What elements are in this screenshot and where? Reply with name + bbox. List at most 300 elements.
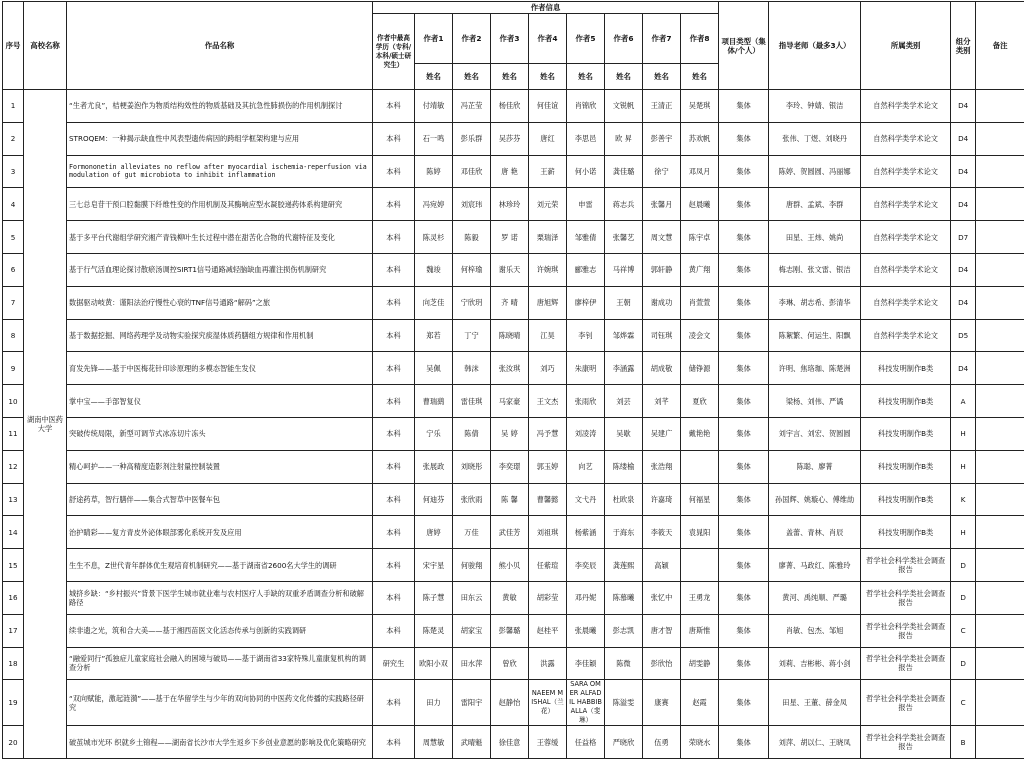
- author-name: 夏欣: [681, 385, 719, 418]
- project-title: 三七总皂苷干预口腔黏膜下纤维性变的作用机制及其酶响应型水凝胶递药体系构建研究: [67, 188, 373, 221]
- project-title: Formononetin alleviates no reflow after myocardial ischemia-reperfusion via modulation of gut microbiota to inhibit inflammation: [67, 155, 373, 188]
- author-name: 陈婷: [415, 155, 453, 188]
- header-author-2: 作者2: [453, 14, 491, 64]
- project-type: 集体: [719, 483, 769, 516]
- author-name: 吴歇: [605, 417, 643, 450]
- advisor-names: 田星、王董、薛金凤: [769, 680, 861, 726]
- author-name: 肖萱萱: [681, 286, 719, 319]
- project-title: 基于行气活血理论探讨散瘀汤调控SIRT1信号通路减轻脑缺血再灌注损伤机制研究: [67, 253, 373, 286]
- author-name: 唐红: [529, 122, 567, 155]
- author-name: 邓佳欣: [453, 155, 491, 188]
- author-name: 何福星: [681, 483, 719, 516]
- author-name: 冯芷莹: [453, 90, 491, 123]
- author-name: 胡家宝: [453, 614, 491, 647]
- project-title: 育发先锋——基于中医梅花针印诊原理的多模态智能生发仪: [67, 352, 373, 385]
- education-level: 本科: [373, 385, 415, 418]
- header-title: 作品名称: [67, 2, 373, 90]
- table-row: [3, 549, 1024, 582]
- project-category: 科技发明制作B类: [861, 385, 951, 418]
- author-name: 肖锦欣: [567, 90, 605, 123]
- project-type: 集体: [719, 450, 769, 483]
- row-number: 14: [3, 516, 24, 549]
- project-title: 突破传统局限，新型可调节式冰冻切片冻头: [67, 417, 373, 450]
- note-cell: [976, 319, 1024, 352]
- project-category: 哲学社会科学类社会调查报告: [861, 581, 951, 614]
- note-cell: [976, 253, 1024, 286]
- header-name: 姓名: [529, 64, 567, 90]
- author-name: 陈毅: [453, 221, 491, 254]
- author-name: 冯宛婷: [415, 188, 453, 221]
- table-row: [3, 726, 1024, 759]
- author-name: 李奕璟: [491, 450, 529, 483]
- author-name: 陈慕曦: [605, 581, 643, 614]
- advisor-names: 陈婷、贺圆圆、冯丽娜: [769, 155, 861, 188]
- author-name: 申雷: [567, 188, 605, 221]
- row-number: 18: [3, 647, 24, 680]
- author-name: 杨佳欣: [491, 90, 529, 123]
- author-name: 邹烨霖: [605, 319, 643, 352]
- header-school: 高校名称: [24, 2, 67, 90]
- project-category: 自然科学类学术论文: [861, 253, 951, 286]
- author-name: 曹馨懿: [529, 483, 567, 516]
- row-number: 15: [3, 549, 24, 582]
- education-level: 本科: [373, 122, 415, 155]
- header-edu: 作者中最高学历（专科/本科/硕士研究生）: [373, 14, 415, 90]
- author-name: 王薪: [529, 155, 567, 188]
- group-code: C: [951, 680, 976, 726]
- author-name: 齐 晴: [491, 286, 529, 319]
- project-type: 集体: [719, 286, 769, 319]
- author-name: 欧 昇: [605, 122, 643, 155]
- project-type: 集体: [719, 221, 769, 254]
- advisor-names: 许明、焦珞珈、陈楚洲: [769, 352, 861, 385]
- advisor-names: 陈絮繁、何运生、阳飘: [769, 319, 861, 352]
- author-name: 彭馨璐: [491, 614, 529, 647]
- author-name: 吴 婷: [491, 417, 529, 450]
- group-code: D4: [951, 90, 976, 123]
- row-number: 13: [3, 483, 24, 516]
- education-level: 本科: [373, 516, 415, 549]
- author-name: 许婉琪: [529, 253, 567, 286]
- author-name: 唐才智: [643, 614, 681, 647]
- author-name: 吴佩: [415, 352, 453, 385]
- author-name: 刘元荣: [529, 188, 567, 221]
- author-name: 何小诺: [567, 155, 605, 188]
- table-row: [3, 352, 1024, 385]
- header-group: 组分类别: [951, 2, 976, 90]
- group-code: D4: [951, 122, 976, 155]
- advisor-names: 梁杨、刘伟、严谲: [769, 385, 861, 418]
- author-name: 郦雅志: [567, 253, 605, 286]
- project-category: 哲学社会科学类社会调查报告: [861, 614, 951, 647]
- group-code: D: [951, 581, 976, 614]
- note-cell: [976, 581, 1024, 614]
- row-number: 16: [3, 581, 24, 614]
- author-name: 田力: [415, 680, 453, 726]
- author-name: 黄敏: [491, 581, 529, 614]
- note-cell: [976, 680, 1024, 726]
- group-code: B: [951, 726, 976, 759]
- author-name: 吴建广: [643, 417, 681, 450]
- advisor-names: 唐群、孟斌、李群: [769, 188, 861, 221]
- table-row: [3, 221, 1024, 254]
- author-name: 彭乐群: [453, 122, 491, 155]
- project-category: 自然科学类学术论文: [861, 221, 951, 254]
- header-author-6: 作者6: [605, 14, 643, 64]
- author-name: 王朝: [605, 286, 643, 319]
- header-name: 姓名: [643, 64, 681, 90]
- project-title: 破茧城市光环 织就乡土锦程——湖南省长沙市大学生返乡下乡创业意愿的影响及优化策略研究: [67, 726, 373, 759]
- author-name: 任益格: [567, 726, 605, 759]
- advisor-names: 孙国辉、姚璇心、傅维劼: [769, 483, 861, 516]
- author-name: 凌会文: [681, 319, 719, 352]
- author-name: 蒋志兵: [605, 188, 643, 221]
- education-level: 本科: [373, 188, 415, 221]
- project-type: 集体: [719, 516, 769, 549]
- author-name: 刘芊: [643, 385, 681, 418]
- project-category: 自然科学类学术论文: [861, 319, 951, 352]
- author-name: 徐佳意: [491, 726, 529, 759]
- author-name: 文弋丹: [567, 483, 605, 516]
- education-level: 本科: [373, 680, 415, 726]
- author-name: 戴艳艳: [681, 417, 719, 450]
- author-name: 刘凌涛: [567, 417, 605, 450]
- group-code: D4: [951, 253, 976, 286]
- table-row: [3, 319, 1024, 352]
- author-name: 黄广翔: [681, 253, 719, 286]
- project-title: STROQEM：一种揭示缺血性中风表型遗传病因的跨组学框架构建与应用: [67, 122, 373, 155]
- author-name: 赵晨曦: [681, 188, 719, 221]
- advisor-names: 刘萍、胡以仁、王晓凤: [769, 726, 861, 759]
- project-category: 科技发明制作B类: [861, 352, 951, 385]
- note-cell: [976, 221, 1024, 254]
- advisor-names: 李玲、钟婧、银洁: [769, 90, 861, 123]
- author-name: 雷佳琪: [453, 385, 491, 418]
- author-name: 魏竣: [415, 253, 453, 286]
- author-name: 周文慧: [643, 221, 681, 254]
- author-name: 郭玉婷: [529, 450, 567, 483]
- project-category: 自然科学类学术论文: [861, 122, 951, 155]
- author-name: 刘祖琪: [529, 516, 567, 549]
- row-number: 10: [3, 385, 24, 418]
- author-name: 刘宸玮: [453, 188, 491, 221]
- author-name: 张汝琪: [491, 352, 529, 385]
- author-name: 徐宁: [643, 155, 681, 188]
- author-name: 龚莲熙: [605, 549, 643, 582]
- author-name: 王勇龙: [681, 581, 719, 614]
- author-name: 谢成功: [643, 286, 681, 319]
- education-level: 本科: [373, 614, 415, 647]
- education-level: 本科: [373, 450, 415, 483]
- author-name: 刘芸: [605, 385, 643, 418]
- author-name: 李思邑: [567, 122, 605, 155]
- project-category: 自然科学类学术论文: [861, 188, 951, 221]
- note-cell: [976, 385, 1024, 418]
- row-number: 6: [3, 253, 24, 286]
- author-name: 龚佳璐: [605, 155, 643, 188]
- project-title: 基于数据挖掘、网络药理学及动物实验探究痰湿体质药膳组方规律和作用机制: [67, 319, 373, 352]
- group-code: D4: [951, 286, 976, 319]
- project-title: 续非遗之光，筑和合大美——基于湘西苗医文化活态传承与创新的实践调研: [67, 614, 373, 647]
- author-name: 张馨月: [643, 188, 681, 221]
- project-title: 舒途药草，智行膳伴——集合式智草中医餐车包: [67, 483, 373, 516]
- author-name: 曾欣: [491, 647, 529, 680]
- table-row: [3, 516, 1024, 549]
- author-name: 张晨曦: [567, 614, 605, 647]
- project-title: 基于多平台代谢组学研究湘产青钱柳叶生长过程中潜在甜苦化合物的代谢特征及变化: [67, 221, 373, 254]
- project-type: 集体: [719, 647, 769, 680]
- project-category: 哲学社会科学类社会调查报告: [861, 549, 951, 582]
- header-type: 项目类型（集体/个人）: [719, 2, 769, 90]
- advisor-names: 李琳、胡志希、彭清华: [769, 286, 861, 319]
- project-title: “生者尤良”，桔梗姜泡作为物质结构效性的物质基础及其抗急性肺损伤的作用机制探讨: [67, 90, 373, 123]
- table-row: [3, 614, 1024, 647]
- project-type: 集体: [719, 614, 769, 647]
- author-name: 江昊: [529, 319, 567, 352]
- education-level: 本科: [373, 549, 415, 582]
- header-name: 姓名: [491, 64, 529, 90]
- author-name: 周慧敏: [415, 726, 453, 759]
- author-name: 严晓欣: [605, 726, 643, 759]
- project-title: “融爱同行”孤独症儿童家庭社会融入的困境与破局——基于湖南省33家特殊儿童康复机构的调查分析: [67, 647, 373, 680]
- author-name: 伍勇: [643, 726, 681, 759]
- author-name: 何迪芬: [415, 483, 453, 516]
- table-row: [3, 385, 1024, 418]
- project-category: 科技发明制作B类: [861, 450, 951, 483]
- author-name: 胡雯静: [681, 647, 719, 680]
- author-name: 张馨艺: [605, 221, 643, 254]
- table-row: [3, 680, 1024, 726]
- project-title: 掌中宝——手部智复仪: [67, 385, 373, 418]
- group-code: D7: [951, 221, 976, 254]
- author-name: 陈楚灵: [415, 614, 453, 647]
- note-cell: [976, 188, 1024, 221]
- group-code: A: [951, 385, 976, 418]
- author-name: 李佳颖: [567, 647, 605, 680]
- author-name: 文锐帆: [605, 90, 643, 123]
- note-cell: [976, 352, 1024, 385]
- author-name: 赵桂平: [529, 614, 567, 647]
- note-cell: [976, 155, 1024, 188]
- author-name: 洪露: [529, 647, 567, 680]
- author-name: 唐旭辉: [529, 286, 567, 319]
- note-cell: [976, 726, 1024, 759]
- table-row: [3, 581, 1024, 614]
- advisor-names: 刘宇言、刘宏、贺圆圆: [769, 417, 861, 450]
- row-number: 9: [3, 352, 24, 385]
- project-type: 集体: [719, 90, 769, 123]
- project-category: 哲学社会科学类社会调查报告: [861, 647, 951, 680]
- project-title: 城挤乡缺：“乡村振兴”背景下医学生城市就业难与农村医疗人手缺的双重矛盾调查分析和破解路径: [67, 581, 373, 614]
- project-type: 集体: [719, 319, 769, 352]
- project-type: 集体: [719, 581, 769, 614]
- award-table: [2, 1, 1024, 759]
- note-cell: [976, 90, 1024, 123]
- author-name: 邹雅倩: [567, 221, 605, 254]
- table-row: [3, 417, 1024, 450]
- education-level: 本科: [373, 90, 415, 123]
- row-number: 8: [3, 319, 24, 352]
- author-name: [681, 549, 719, 582]
- row-number: 5: [3, 221, 24, 254]
- project-category: 哲学社会科学类社会调查报告: [861, 680, 951, 726]
- author-name: 任紫瑄: [529, 549, 567, 582]
- education-level: 本科: [373, 319, 415, 352]
- group-code: D: [951, 549, 976, 582]
- education-level: 本科: [373, 352, 415, 385]
- author-name: 胡彩莹: [529, 581, 567, 614]
- author-name: 何佳谊: [529, 90, 567, 123]
- table-row: [3, 483, 1024, 516]
- education-level: 本科: [373, 726, 415, 759]
- author-name: 宁乐: [415, 417, 453, 450]
- education-level: 本科: [373, 155, 415, 188]
- group-code: H: [951, 516, 976, 549]
- author-name: 林珍玲: [491, 188, 529, 221]
- author-name: 陈宇卓: [681, 221, 719, 254]
- author-name: 吴莎芬: [491, 122, 529, 155]
- project-title: 精心呵护——一种高精度造影剂注射量控制装置: [67, 450, 373, 483]
- note-cell: [976, 549, 1024, 582]
- author-name: 栗瑞泽: [529, 221, 567, 254]
- author-name: 向艺: [567, 450, 605, 483]
- project-title: 治护睛彩——复方青皮外泌体眼部雾化系统开发及应用: [67, 516, 373, 549]
- author-name: 谢乐天: [491, 253, 529, 286]
- header-name: 姓名: [567, 64, 605, 90]
- author-name: [681, 450, 719, 483]
- author-name: 陈灵杉: [415, 221, 453, 254]
- group-code: C: [951, 614, 976, 647]
- header-name: 姓名: [605, 64, 643, 90]
- author-name: 李钊: [567, 319, 605, 352]
- author-name: 曹瑞鹞: [415, 385, 453, 418]
- table-row: [3, 253, 1024, 286]
- project-type: 集体: [719, 726, 769, 759]
- project-type: 集体: [719, 253, 769, 286]
- author-name: 赵静怡: [491, 680, 529, 726]
- note-cell: [976, 614, 1024, 647]
- project-type: 集体: [719, 188, 769, 221]
- group-code: D4: [951, 188, 976, 221]
- project-title: “双向赋能，激起涟漪”——基于在华留学生与少年的双向协同的中医药文化传播的实践路径研究: [67, 680, 373, 726]
- author-name: 张展政: [415, 450, 453, 483]
- author-name: 唐斯惟: [681, 614, 719, 647]
- author-name: 雷阳宇: [453, 680, 491, 726]
- row-number: 19: [3, 680, 24, 726]
- author-name: 杨紫涵: [567, 516, 605, 549]
- project-title: 数据驱动岐黄：谨阳法治疗慢性心衰的TNF信号通路“解码”之旅: [67, 286, 373, 319]
- school-name: 湖南中医药大学: [24, 90, 67, 759]
- header-name: 姓名: [453, 64, 491, 90]
- author-name: 彭志凯: [605, 614, 643, 647]
- header-name: 姓名: [681, 64, 719, 90]
- note-cell: [976, 516, 1024, 549]
- author-name: 张欣雨: [453, 483, 491, 516]
- author-name: 冯予慧: [529, 417, 567, 450]
- author-name: 袁晁阳: [681, 516, 719, 549]
- author-name: 彭善宇: [643, 122, 681, 155]
- education-level: 本科: [373, 417, 415, 450]
- author-name: 万佳: [453, 516, 491, 549]
- author-name: 李奕辰: [567, 549, 605, 582]
- project-type: 集体: [719, 122, 769, 155]
- project-type: 集体: [719, 155, 769, 188]
- author-name: 康赛: [643, 680, 681, 726]
- author-name: 张忆中: [643, 581, 681, 614]
- project-type: 集体: [719, 549, 769, 582]
- author-name: 王清正: [643, 90, 681, 123]
- project-category: 哲学社会科学类社会调查报告: [861, 726, 951, 759]
- note-cell: [976, 122, 1024, 155]
- header-author-info: 作者信息: [373, 2, 719, 14]
- table-row: [3, 188, 1024, 221]
- project-category: 自然科学类学术论文: [861, 155, 951, 188]
- advisor-names: 黄河、禹纯顺、严璐: [769, 581, 861, 614]
- note-cell: [976, 483, 1024, 516]
- author-name: 罗 诺: [491, 221, 529, 254]
- author-name: 陈缕榆: [605, 450, 643, 483]
- author-name: 储铮源: [681, 352, 719, 385]
- author-name: 王文杰: [529, 385, 567, 418]
- table-row: [3, 122, 1024, 155]
- advisor-names: 肖敏、包杰、邹旭: [769, 614, 861, 647]
- author-name: 朱康明: [567, 352, 605, 385]
- header-seq: 序号: [3, 2, 24, 90]
- author-name: 邓丹妮: [567, 581, 605, 614]
- advisor-names: 廖菁、马政红、陈雅玲: [769, 549, 861, 582]
- header-author-3: 作者3: [491, 14, 529, 64]
- author-name: 邓凤月: [681, 155, 719, 188]
- project-type: 集体: [719, 680, 769, 726]
- author-name: 高颖: [643, 549, 681, 582]
- author-name: 杜欧泉: [605, 483, 643, 516]
- author-name: 何骏翔: [453, 549, 491, 582]
- author-name: 何梓瑜: [453, 253, 491, 286]
- author-name: 李涵露: [605, 352, 643, 385]
- header-category: 所属类别: [861, 2, 951, 90]
- author-name: 苏欢帆: [681, 122, 719, 155]
- author-name: 张雨欣: [567, 385, 605, 418]
- author-name: 陈 馨: [491, 483, 529, 516]
- project-category: 自然科学类学术论文: [861, 286, 951, 319]
- project-title: 生生不息，Z世代青年群体优生观培育机制研究——基于湖南省2600名大学生的调研: [67, 549, 373, 582]
- author-name: 马家豪: [491, 385, 529, 418]
- row-number: 2: [3, 122, 24, 155]
- row-number: 7: [3, 286, 24, 319]
- author-name: 田水萍: [453, 647, 491, 680]
- author-name: 王蓉缓: [529, 726, 567, 759]
- note-cell: [976, 647, 1024, 680]
- author-name: 许嘉琦: [643, 483, 681, 516]
- table-row: [3, 647, 1024, 680]
- author-name: 唐 艳: [491, 155, 529, 188]
- row-number: 4: [3, 188, 24, 221]
- header-advisor: 指导老师（最多3人）: [769, 2, 861, 90]
- row-number: 20: [3, 726, 24, 759]
- author-name: 胡成敬: [643, 352, 681, 385]
- header-author-5: 作者5: [567, 14, 605, 64]
- note-cell: [976, 286, 1024, 319]
- author-name: 宁欣玥: [453, 286, 491, 319]
- header-author-7: 作者7: [643, 14, 681, 64]
- row-number: 1: [3, 90, 24, 123]
- author-name: 宋宇星: [415, 549, 453, 582]
- group-code: D5: [951, 319, 976, 352]
- education-level: 本科: [373, 483, 415, 516]
- advisor-names: 刘莉、吉彬彬、蒋小剑: [769, 647, 861, 680]
- author-name: 荣晓水: [681, 726, 719, 759]
- header-name: 姓名: [415, 64, 453, 90]
